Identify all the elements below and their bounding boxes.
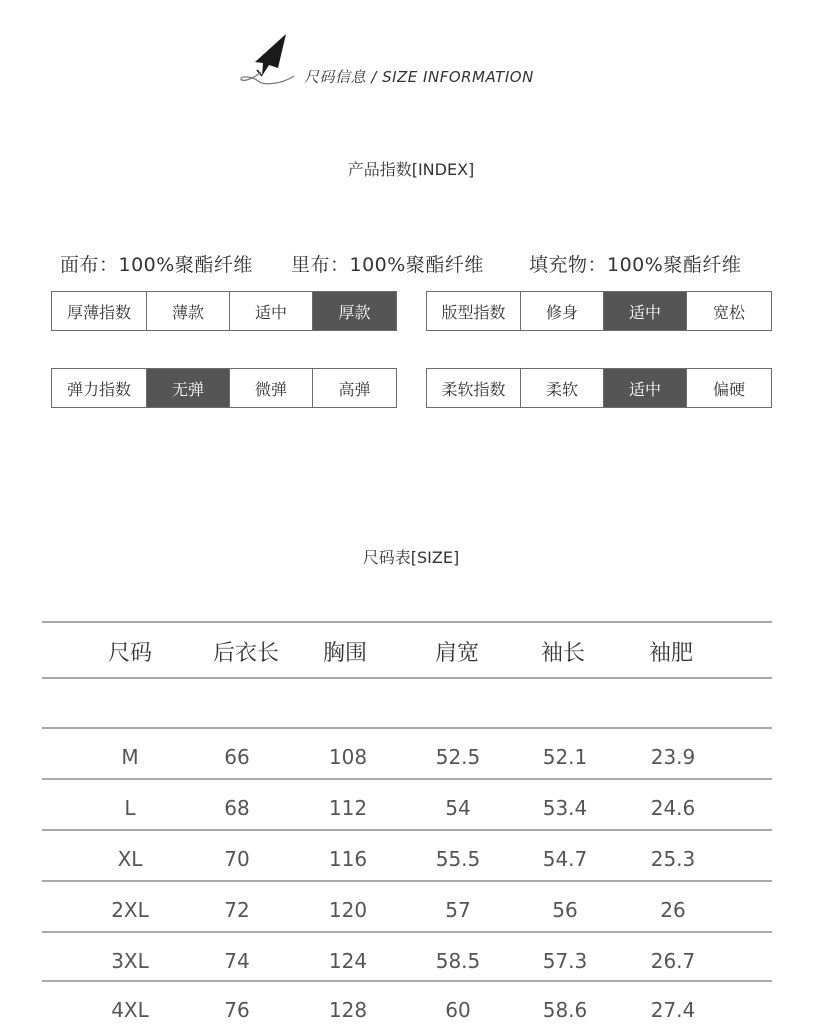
filling-material: 填充物：100%聚酯纤维 — [529, 254, 742, 276]
softness-index — [426, 368, 772, 408]
table-cell: 116 — [328, 847, 368, 871]
table-rule — [42, 880, 772, 882]
table-cell: 25.3 — [650, 847, 696, 871]
table-cell: 24.6 — [650, 796, 696, 820]
table-cell: 76 — [224, 998, 250, 1022]
softness-option-soft: 柔软 — [520, 369, 603, 407]
table-cell: 66 — [224, 745, 250, 769]
paper-plane-icon — [238, 32, 298, 88]
table-cell: 112 — [328, 796, 368, 820]
fit-index-label: 版型指数 — [441, 302, 506, 322]
table-cell: 57.3 — [542, 949, 588, 973]
table-header-shoulder: 肩宽 — [434, 641, 479, 666]
elasticity-index-label: 弹力指数 — [66, 379, 131, 399]
thickness-option-thin: 薄款 — [146, 292, 229, 330]
table-cell: XL — [117, 847, 143, 871]
table-header-sleeve-length: 袖长 — [540, 641, 585, 666]
table-rule — [42, 727, 772, 729]
table-header-size: 尺码 — [107, 641, 152, 666]
table-rule — [42, 778, 772, 780]
softness-option-medium: 适中 — [603, 369, 686, 407]
table-cell: 27.4 — [650, 998, 696, 1022]
softness-option-stiff: 偏硬 — [686, 369, 771, 407]
table-cell: 68 — [224, 796, 250, 820]
table-cell: 4XL — [111, 998, 149, 1022]
table-cell: 120 — [328, 898, 368, 922]
table-cell: 57 — [445, 898, 471, 922]
table-rule — [42, 980, 772, 982]
table-cell: 124 — [328, 949, 368, 973]
table-cell: 26.7 — [650, 949, 696, 973]
table-rule — [42, 621, 772, 623]
fit-option-loose: 宽松 — [686, 292, 771, 330]
index-section-title: 产品指数[INDEX] — [347, 160, 475, 179]
table-cell: 58.6 — [542, 998, 588, 1022]
table-rule — [42, 829, 772, 831]
table-rule — [42, 931, 772, 933]
table-cell: 2XL — [111, 898, 149, 922]
table-cell: 74 — [224, 949, 250, 973]
table-cell: 56 — [552, 898, 578, 922]
table-cell: 55.5 — [435, 847, 481, 871]
fit-option-slim: 修身 — [520, 292, 603, 330]
table-cell: 72 — [224, 898, 250, 922]
table-header-chest: 胸围 — [322, 641, 367, 666]
fabric-material: 面布：100%聚酯纤维 — [60, 254, 253, 276]
table-cell: 54 — [445, 796, 471, 820]
table-cell: 60 — [445, 998, 471, 1022]
table-header-back-length: 后衣长 — [212, 641, 279, 666]
table-cell: 108 — [328, 745, 368, 769]
softness-index-label: 柔软指数 — [441, 379, 506, 399]
table-cell: 52.5 — [435, 745, 481, 769]
thickness-index — [51, 291, 397, 331]
table-cell: 128 — [328, 998, 368, 1022]
fit-option-regular: 适中 — [603, 292, 686, 330]
elasticity-index — [51, 368, 397, 408]
table-header-sleeve-width: 袖肥 — [648, 641, 693, 666]
elasticity-option-none: 无弹 — [146, 369, 229, 407]
thickness-option-medium: 适中 — [229, 292, 312, 330]
table-cell: 54.7 — [542, 847, 588, 871]
table-cell: M — [121, 745, 139, 769]
table-cell: 23.9 — [650, 745, 696, 769]
table-cell: 3XL — [111, 949, 149, 973]
table-cell: L — [124, 796, 136, 820]
elasticity-option-high: 高弹 — [312, 369, 396, 407]
size-section-title: 尺码表[SIZE] — [362, 548, 460, 567]
table-cell: 53.4 — [542, 796, 588, 820]
fit-index — [426, 291, 772, 331]
table-cell: 52.1 — [542, 745, 588, 769]
header-title: 尺码信息 / SIZE INFORMATION — [304, 68, 534, 86]
table-cell: 70 — [224, 847, 250, 871]
elasticity-option-slight: 微弹 — [229, 369, 312, 407]
lining-material: 里布：100%聚酯纤维 — [291, 254, 484, 276]
thickness-option-thick: 厚款 — [312, 292, 396, 330]
table-rule — [42, 677, 772, 679]
thickness-index-label: 厚薄指数 — [66, 302, 131, 322]
table-cell: 58.5 — [435, 949, 481, 973]
table-cell: 26 — [660, 898, 686, 922]
